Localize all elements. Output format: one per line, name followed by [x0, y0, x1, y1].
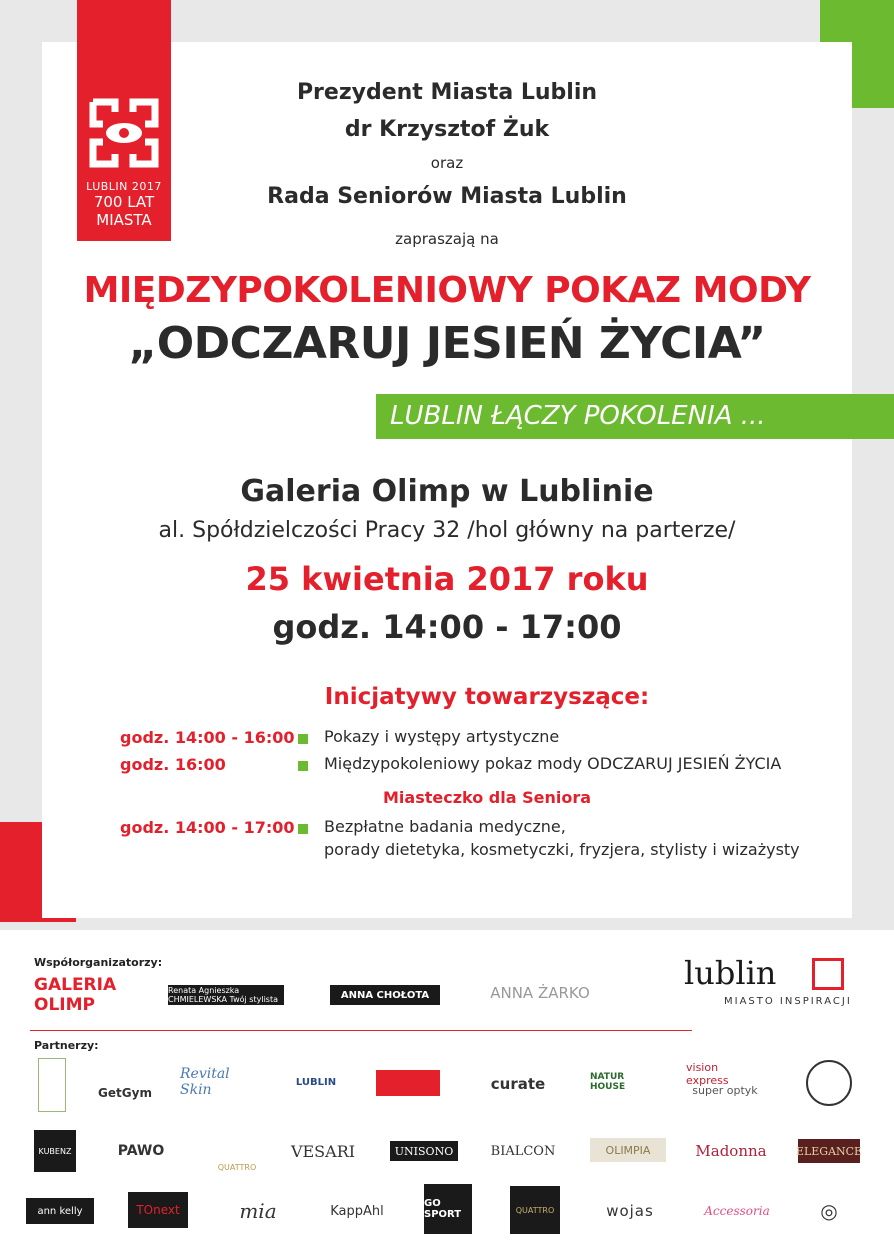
program-subheading: Miasteczko dla Seniora: [382, 788, 592, 807]
logo-year: LUBLIN 2017: [86, 180, 162, 193]
event-subtitle: „ODCZARUJ JESIEŃ ŻYCIA”: [128, 318, 766, 369]
logo-anna-zarko: ANNA ŻARKO: [490, 984, 590, 1002]
venue-address: al. Spółdzielczości Pracy 32 /hol główny na parterze/: [158, 518, 736, 543]
logo-go-sport: GO SPORT: [424, 1184, 472, 1234]
logo-partner-round: [806, 1060, 852, 1106]
header-line4: Rada Seniorów Miasta Lublin: [267, 184, 627, 209]
logo-unisono: UNISONO: [390, 1141, 458, 1161]
lublin-brand-logo: [684, 954, 864, 1014]
logo-kubenz: KUBENZ: [34, 1130, 76, 1172]
bullet-square-icon: [298, 824, 308, 834]
lublin-brand-wordmark: lublin: [684, 954, 777, 992]
logo-madonna: Madonna: [695, 1142, 767, 1160]
header-line2: dr Krzysztof Żuk: [344, 117, 550, 142]
header-line3: oraz: [430, 154, 464, 172]
program-desc-3a: Bezpłatne badania medyczne,: [324, 817, 566, 836]
event-date: 25 kwietnia 2017 roku: [245, 560, 649, 598]
logo-tonext: TOnext: [128, 1192, 188, 1228]
venue-name: Galeria Olimp w Lublinie: [240, 474, 654, 509]
program-heading: Inicjatywy towarzyszące:: [324, 684, 650, 710]
footer-separator: [30, 1030, 692, 1031]
logo-elegance: ELEGANCE: [798, 1139, 860, 1163]
logo-accessoria: Accessoria: [704, 1204, 770, 1218]
program-desc-1: Pokazy i występy artystyczne: [324, 727, 560, 746]
partners-label: Partnerzy:: [34, 1039, 99, 1052]
logo-line3: MIASTA: [96, 211, 152, 229]
coorg-label: Współorganizatorzy:: [34, 956, 163, 969]
bullet-square-icon: [298, 734, 308, 744]
logo-pawo: PAWO: [117, 1143, 165, 1159]
logo-wojas: wojas: [606, 1202, 654, 1220]
logo-bialcon: BIALCON: [490, 1143, 556, 1159]
lublin-emblem-small-icon: [812, 958, 844, 990]
logo-getgym: GetGym: [98, 1086, 152, 1100]
logo-quattro-fashion: QUATTRO: [217, 1163, 257, 1172]
event-hours: godz. 14:00 - 17:00: [272, 608, 622, 646]
logo-ann-kelly: ann kelly: [26, 1198, 94, 1224]
logo-revital-skin: Revital Skin: [180, 1066, 230, 1098]
logo-partner-crest: [376, 1070, 440, 1096]
logo-chmielewska: Renata Agnieszka CHMIELEWSKA Twój stylista: [168, 985, 284, 1005]
bullet-square-icon: [298, 761, 308, 771]
logo-olimpia: OLIMPIA: [590, 1138, 666, 1162]
logo-line2: 700 LAT: [93, 193, 155, 211]
event-title: MIĘDZYPOKOLENIOWY POKAZ MODY: [83, 270, 811, 311]
logo-partner-emblem: ◎: [820, 1199, 838, 1223]
slogan-band: LUBLIN ŁĄCZY POKOLENIA ...: [376, 394, 894, 439]
logo-vision-express: vision express: [686, 1061, 729, 1087]
lublin-brand-tag: MIASTO INSPIRACJI: [724, 996, 852, 1007]
program-desc-2: Międzypokoleniowy pokaz mody ODCZARUJ JESIEŃ ŻYCIA: [324, 754, 782, 773]
logo-super-optyk: super optyk: [692, 1083, 758, 1097]
logo-quattro-shoes: QUATTRO: [510, 1186, 560, 1234]
logo-lublin-para: LUBLIN: [295, 1076, 337, 1088]
program-time-2: godz. 16:00: [120, 755, 226, 774]
header-line1: Prezydent Miasta Lublin: [296, 80, 598, 105]
program-time-3: godz. 14:00 - 17:00: [120, 818, 295, 837]
program-desc-3b: porady dietetyka, kosmetyczki, fryzjera, stylisty i wizażysty: [324, 840, 800, 859]
logo-anna-cholota: ANNA CHOŁOTA: [330, 985, 440, 1005]
logo-partner-flower: [38, 1058, 66, 1112]
logo-mia: mia: [239, 1199, 277, 1223]
logo-galeria-olimp: GALERIA OLIMP: [34, 975, 117, 1015]
logo-natur-house: NATUR HOUSE: [590, 1072, 626, 1092]
logo-vesari: VESARI: [290, 1141, 356, 1161]
header-line5: zapraszają na: [395, 230, 499, 248]
logo-curate: curate: [490, 1075, 546, 1093]
program-time-1: godz. 14:00 - 16:00: [120, 728, 295, 747]
logo-kappahl: KappAhl: [330, 1203, 384, 1219]
